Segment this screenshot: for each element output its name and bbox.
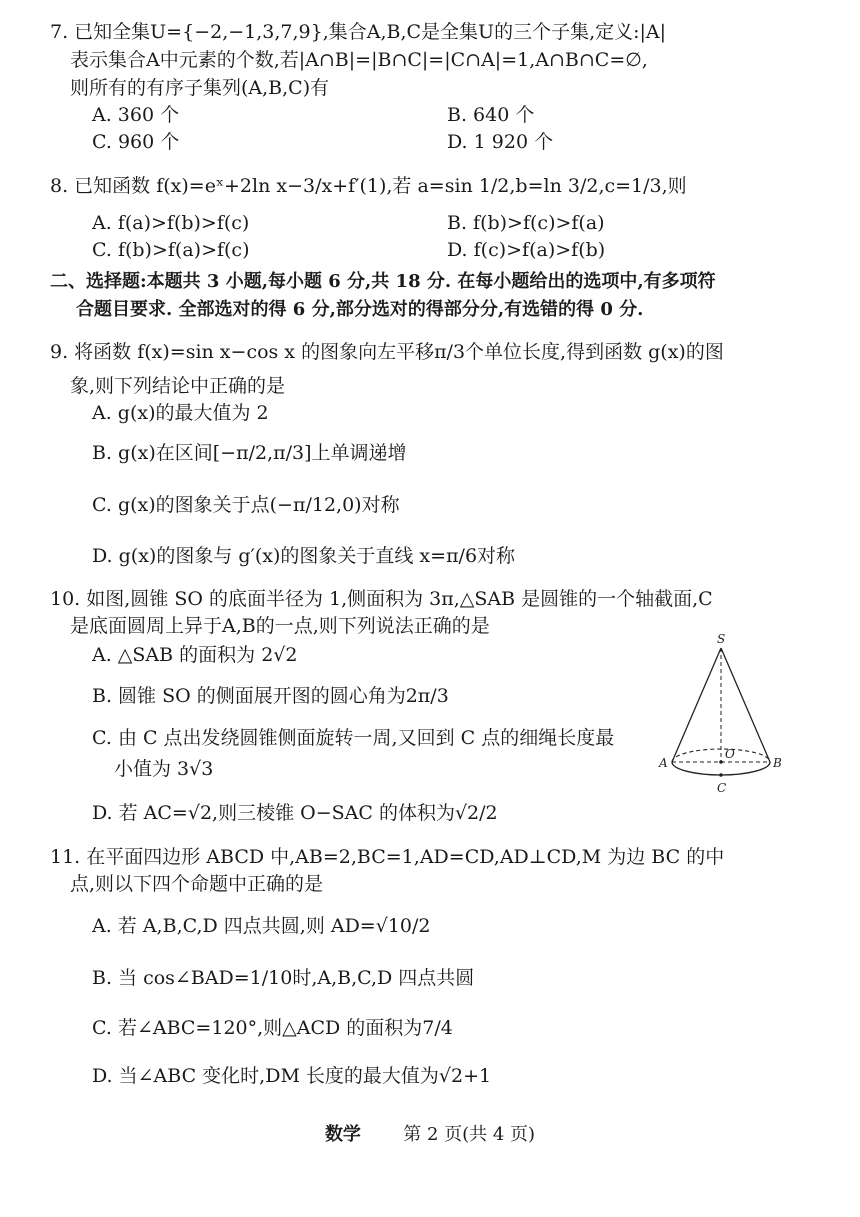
label-s: S — [717, 632, 726, 646]
label-c: C — [717, 781, 727, 795]
q10-line1: 10. 如图,圆锥 SO 的底面半径为 1,侧面积为 3π,△SAB 是圆锥的一个轴截面,C — [50, 588, 713, 610]
q10-option-c-line1: C. 由 C 点出发绕圆锥侧面旋转一周,又回到 C 点的细绳长度最 — [92, 727, 615, 749]
label-o: O — [725, 747, 735, 761]
label-b: B — [773, 756, 782, 770]
q8-option-c: C. f(b)>f(a)>f(c) — [92, 239, 250, 261]
q8-option-a: A. f(a)>f(b)>f(c) — [92, 212, 250, 234]
q11-option-a: A. 若 A,B,C,D 四点共圆,则 AD=√10/2 — [92, 915, 431, 937]
footer-subject: 数学 — [324, 1124, 361, 1145]
cone-side-left — [672, 648, 721, 762]
point-o — [719, 760, 723, 764]
q11-option-b: B. 当 cos∠BAD=1/10时,A,B,C,D 四点共圆 — [92, 967, 475, 989]
cone-figure — [655, 630, 795, 810]
q9-option-a: A. g(x)的最大值为 2 — [92, 402, 269, 424]
q9-option-c: C. g(x)的图象关于点(−π/12,0)对称 — [92, 494, 400, 516]
q11-option-d: D. 当∠ABC 变化时,DM 长度的最大值为√2+1 — [92, 1065, 492, 1087]
q11-option-c: C. 若∠ABC=120°,则△ACD 的面积为7/4 — [92, 1017, 453, 1039]
q9-option-d: D. g(x)的图象与 g′(x)的图象关于直线 x=π/6对称 — [92, 545, 516, 567]
q7-option-d: D. 1 920 个 — [447, 131, 554, 153]
q9-line1: 9. 将函数 f(x)=sin x−cos x 的图象向左平移π/3个单位长度,得到函数 g(x)的图 — [50, 341, 724, 363]
page-footer — [0, 1120, 860, 1146]
q10-option-d: D. 若 AC=√2,则三棱锥 O−SAC 的体积为√2/2 — [92, 802, 498, 824]
base-front-arc — [672, 762, 770, 775]
cone-side-right — [721, 648, 770, 762]
q7-line3: 则所有的有序子集列(A,B,C)有 — [70, 77, 330, 99]
q10-option-c-line2: 小值为 3√3 — [114, 758, 214, 780]
q10-option-b: B. 圆锥 SO 的侧面展开图的圆心角为2π/3 — [92, 685, 449, 707]
q9-option-b: B. g(x)在区间[−π/2,π/3]上单调递增 — [92, 442, 407, 464]
q11-line2: 点,则以下四个命题中正确的是 — [70, 873, 324, 895]
section2-line1: 二、选择题:本题共 3 小题,每小题 6 分,共 18 分. 在每小题给出的选项中,有多项符 — [50, 271, 716, 292]
q7-line2: 表示集合A中元素的个数,若|A∩B|=|B∩C|=|C∩A|=1,A∩B∩C=∅, — [70, 49, 648, 71]
q11-line1: 11. 在平面四边形 ABCD 中,AB=2,BC=1,AD=CD,AD⊥CD,M 为边 BC 的中 — [50, 846, 725, 868]
section2-line2: 合题目要求. 全部选对的得 6 分,部分选对的得部分分,有选错的得 0 分. — [76, 299, 644, 320]
q8-option-b: B. f(b)>f(c)>f(a) — [447, 212, 605, 234]
q7-option-b: B. 640 个 — [447, 104, 535, 126]
q8-option-d: D. f(c)>f(a)>f(b) — [447, 239, 606, 261]
footer-page-number: 第 2 页(共 4 页) — [403, 1124, 536, 1145]
q7-line1: 7. 已知全集U={−2,−1,3,7,9},集合A,B,C是全集U的三个子集,定义:|A| — [50, 21, 667, 43]
q7-option-c: C. 960 个 — [92, 131, 180, 153]
point-c — [719, 773, 723, 777]
label-a: A — [659, 756, 668, 770]
q10-line2: 是底面圆周上异于A,B的一点,则下列说法正确的是 — [70, 615, 490, 637]
q9-line2: 象,则下列结论中正确的是 — [70, 375, 286, 397]
q8-line1: 8. 已知函数 f(x)=eˣ+2ln x−3/x+f′(1),若 a=sin 1/2,b=ln 3/2,c=1/3,则 — [50, 175, 687, 197]
q7-option-a: A. 360 个 — [92, 104, 180, 126]
q10-option-a: A. △SAB 的面积为 2√2 — [92, 644, 298, 666]
